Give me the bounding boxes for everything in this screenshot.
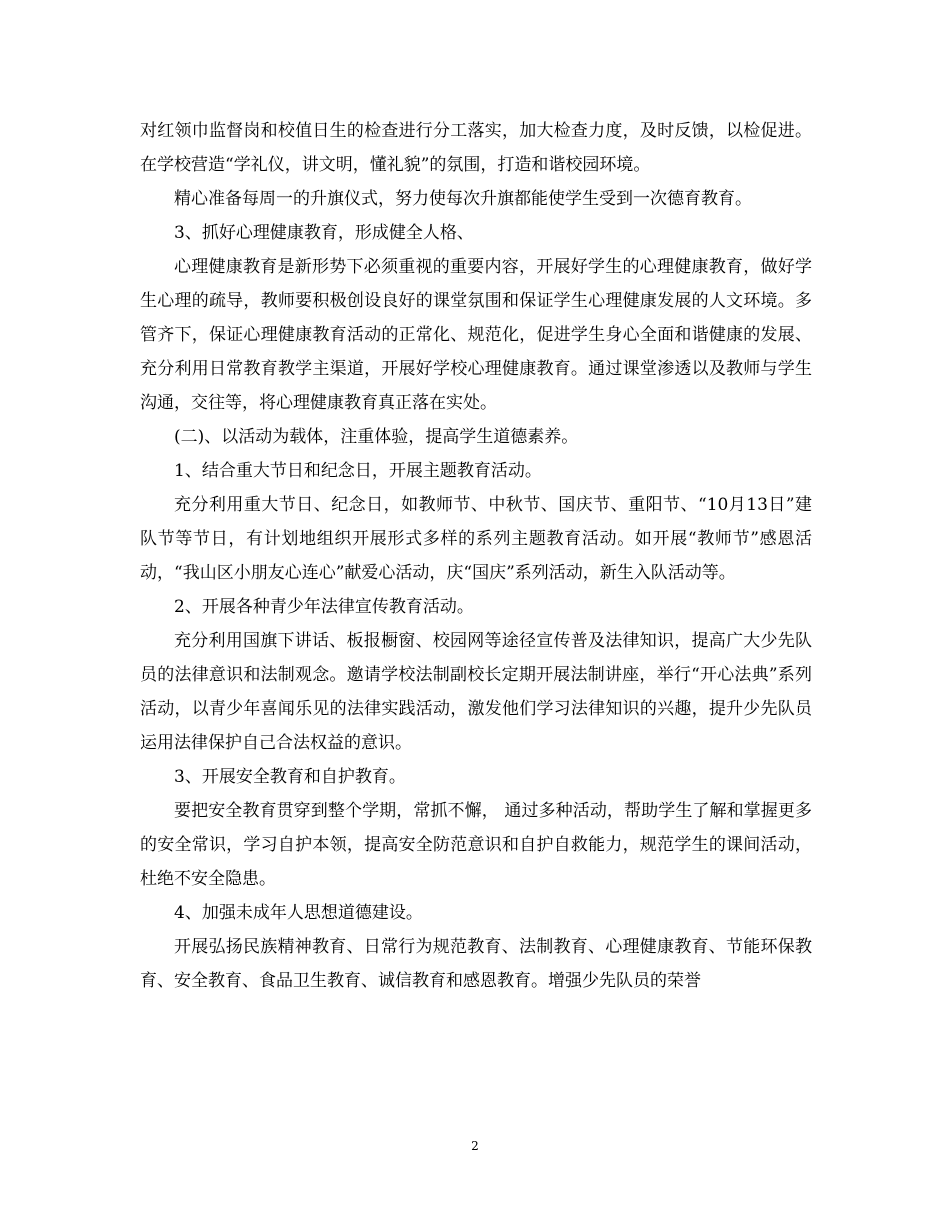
body-text [140,114,812,998]
section-heading-morality: 4、加强未成年人思想道德建设。 [174,903,423,923]
paragraph-7: 充分利用重大节日、纪念日，如教师节、中秋节、国庆节、重阳节、“10月13日”建队节等节日，有计划地组织开展形式多样的系列主题教育活动。如开展“教师节”感恩活动，“我山区小朋友心连心”献爱心活动，庆“国庆”系列活动，新生入队活动等。 [140,495,812,583]
paragraph-2: 精心准备每周一的升旗仪式，努力使每次升旗都能使学生受到一次德育教育。 [174,189,752,209]
section-heading-activities: (二)、以活动为载体，注重体验，提高学生道德素养。 [174,427,579,447]
section-heading-safety: 3、开展安全教育和自护教育。 [174,767,406,787]
section-heading-festivals: 1、结合重大节日和纪念日，开展主题教育活动。 [174,461,542,481]
paragraph-9: 充分利用国旗下讲话、板报橱窗、校园网等途径宣传普及法律知识，提高广大少先队员的法律意识和法制观念。邀请学校法制副校长定期开展法制讲座，举行“开心法典”系列活动，以青少年喜闻乐见的法律实践活动，激发他们学习法律知识的兴趣，提升少先队员运用法律保护自己合法权益的意识。 [140,631,812,753]
paragraph-13: 开展弘扬民族精神教育、日常行为规范教育、法制教育、心理健康教育、节能环保教育、安全教育、食品卫生教育、诚信教育和感恩教育。增强少先队员的荣誉 [140,937,812,991]
paragraph-11: 要把安全教育贯穿到整个学期，常抓不懈， 通过多种活动，帮助学生了解和掌握更多的安全常识，学习自护本领，提高安全防范意识和自护自救能力，规范学生的课间活动，杜绝不安全隐患。 [140,801,812,889]
section-heading-law: 2、开展各种青少年法律宣传教育活动。 [174,597,474,617]
paragraph-1: 对红领巾监督岗和校值日生的检查进行分工落实，加大检查力度，及时反馈，以检促进。在学校营造“学礼仪，讲文明，懂礼貌”的氛围，打造和谐校园环境。 [140,121,812,175]
page-number: 2 [471,1139,479,1153]
section-heading-psychology: 3、抓好心理健康教育，形成健全人格、 [174,223,474,243]
paragraph-4: 心理健康教育是新形势下必须重视的重要内容，开展好学生的心理健康教育，做好学生心理的疏导，教师要积极创设良好的课堂氛围和保证学生心理健康发展的人文环境。多管齐下，保证心理健康教育活动的正常化、规范化，促进学生身心全面和谐健康的发展、充分利用日常教育教学主渠道，开展好学校心理健康教育。通过课堂渗透以及教师与学生沟通，交往等，将心理健康教育真正落在实处。 [140,257,812,413]
